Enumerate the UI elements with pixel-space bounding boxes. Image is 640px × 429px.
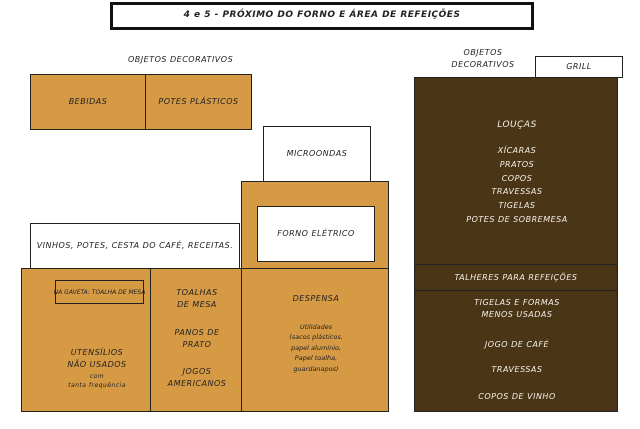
bebidas-label: BEBIDAS — [68, 97, 108, 106]
toalhas-text — [151, 287, 243, 311]
forno-box — [257, 206, 375, 262]
loucas-item: TIGELAS — [498, 201, 536, 210]
right-decor-line: DECORATIVOS — [451, 60, 515, 69]
forno-tower — [241, 181, 389, 269]
gaveta-drawer — [55, 280, 144, 304]
title-banner — [110, 2, 534, 30]
shelf-label: VINHOS, POTES, CESTA DO CAFÉ, RECEITAS. — [36, 241, 234, 250]
grill-box — [535, 56, 623, 78]
gaveta-label: NA GAVETA: TOALHA DE MESA — [53, 288, 146, 296]
grill-label: GRILL — [566, 62, 592, 71]
page-title: 4 e 5 - PRÓXIMO DO FORNO E ÁREA DE REFEIÇÕES — [183, 10, 461, 21]
loucas-item: POTES DE SOBREMESA — [466, 214, 568, 224]
utilidades-line: Papel toalha, — [294, 354, 338, 363]
travessas-label: TRAVESSAS — [491, 365, 543, 374]
copos-vinho-label: COPOS DE VINHO — [478, 392, 556, 401]
utensilios-line: NÃO USADOS — [67, 360, 127, 370]
utilidades-line: papel alumínio, — [290, 343, 342, 352]
forno-label: FORNO ELÉTRICO — [277, 229, 355, 238]
tigelas-formas-text — [415, 297, 619, 321]
panos-line: PRATO — [182, 340, 212, 349]
toalhas-line: TOALHAS — [176, 288, 218, 297]
potes-label: POTES PLÁSTICOS — [158, 97, 239, 106]
microondas-label: MICROONDAS — [286, 149, 348, 158]
jogos-line: JOGOS — [182, 367, 212, 376]
loucas-label: LOUÇAS — [497, 120, 537, 130]
jogos-line: AMERICANOS — [167, 379, 227, 388]
tigelas-formas-line: TIGELAS E FORMAS — [474, 298, 560, 307]
loucas-item: XÍCARAS — [497, 146, 537, 155]
toalhas-line: DE MESA — [177, 300, 217, 309]
panos-line: PANOS DE — [174, 328, 220, 337]
utilidades-line: guardanapos) — [293, 364, 339, 373]
despensa-cabinet — [241, 268, 389, 412]
panos-text — [151, 327, 243, 351]
microondas-box — [263, 126, 371, 182]
bebidas-cabinet — [30, 74, 146, 130]
loucas-item: COPOS — [501, 173, 533, 183]
loucas-cabinet — [414, 77, 618, 265]
jogo-cafe-label: JOGO DE CAFÉ — [484, 340, 550, 349]
utensilios-text — [52, 347, 142, 390]
loucas-item: PRATOS — [499, 159, 535, 169]
tigelas-formas-line: MENOS USADAS — [481, 310, 553, 319]
loucas-items — [415, 144, 619, 227]
utilidades-line: (sacos plásticos, — [289, 333, 343, 342]
left-decor-label: OBJETOS DECORATIVOS — [128, 55, 234, 64]
right-decor-line: OBJETOS — [463, 48, 503, 57]
lower-left-cabinet — [21, 268, 151, 412]
talheres-label: TALHERES PARA REFEIÇÕES — [454, 272, 578, 282]
despensa-label: DESPENSA — [292, 294, 340, 303]
utilidades-line: Utilidades — [299, 323, 333, 331]
talheres-drawer — [414, 264, 618, 291]
utilidades-text — [242, 322, 390, 374]
utensilios-line: tanta frequência — [68, 382, 126, 390]
toalhas-cabinet — [150, 268, 242, 412]
jogos-text — [151, 366, 243, 390]
shelf-panel — [30, 223, 240, 269]
potes-cabinet — [145, 74, 252, 130]
utensilios-line: com — [89, 372, 105, 380]
lower-right-cabinet — [414, 290, 618, 412]
utensilios-line: UTENSÍLIOS — [70, 348, 124, 357]
right-decor-label — [448, 47, 518, 71]
loucas-item: TRAVESSAS — [491, 187, 543, 197]
